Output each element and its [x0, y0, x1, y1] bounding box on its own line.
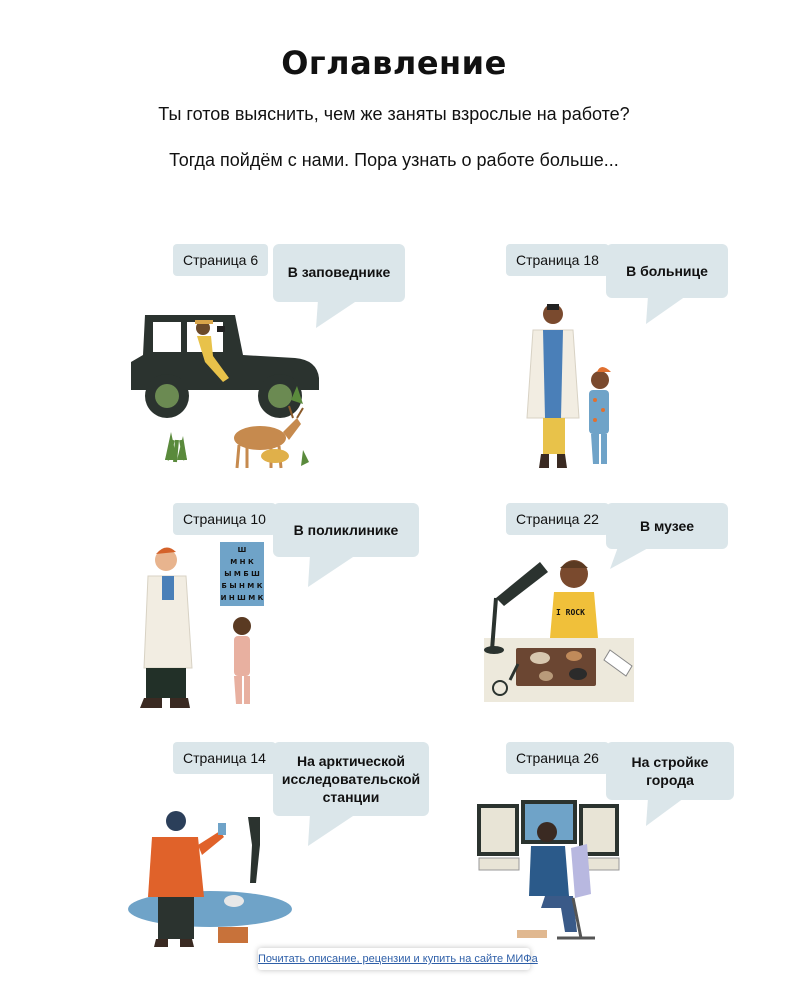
- topic-label: В заповеднике: [287, 264, 391, 280]
- eye-chart-row: Ш: [237, 546, 247, 554]
- intro-invitation: Тогда пойдём с нами. Пора узнать о работе больше...: [169, 150, 619, 170]
- page-number-tag: Страница 14: [173, 742, 276, 774]
- topic-label: В больнице: [626, 263, 708, 279]
- buy-on-mif-link[interactable]: Почитать описание, рецензии и купить на сайте МИФа: [258, 948, 530, 970]
- topic-bubble: [606, 244, 728, 298]
- eye-chart-row: И Н Ш М К: [220, 594, 264, 602]
- topic-bubble: [273, 503, 419, 557]
- page-number-tag: Страница 22: [506, 503, 609, 535]
- page-number-tag: Страница 26: [506, 742, 609, 774]
- page-number-tag: Страница 10: [173, 503, 276, 535]
- topic-label: На арктической: [296, 753, 406, 769]
- topic-label: На стройке: [631, 754, 709, 770]
- topic-bubble: [606, 503, 728, 549]
- topic-label: В поликлинике: [293, 522, 399, 538]
- control-room-monitors-icon: [475, 798, 625, 953]
- topic-label: В музее: [639, 518, 695, 534]
- topic-label: станции: [322, 789, 380, 805]
- eye-chart-row: М Н К: [230, 558, 254, 566]
- eye-chart-row: Б Ы Н М К: [221, 582, 263, 590]
- eye-chart-row: Ы М Б Ш: [224, 570, 260, 578]
- page-title: Оглавление: [281, 44, 507, 82]
- bubble-tail: [300, 814, 360, 848]
- topic-label: исследовательской: [281, 771, 421, 787]
- page-number-tag: Страница 6: [173, 244, 268, 276]
- page-number-tag: Страница 18: [506, 244, 609, 276]
- topic-bubble: [606, 742, 734, 800]
- doctor-child-icon: [515, 300, 625, 480]
- intro-question: Ты готов выяснить, чем же заняты взрослые на работе?: [158, 104, 630, 124]
- eye-chart: [220, 544, 264, 606]
- bubble-tail: [640, 798, 690, 828]
- jeep-ranger-deer-icon: [125, 300, 325, 470]
- topic-bubble: [273, 244, 405, 302]
- bubble-tail: [300, 555, 360, 589]
- museum-desk-lamp-icon: [482, 554, 637, 704]
- topic-label: города: [646, 772, 694, 788]
- shirt-print: I ROCK: [556, 608, 585, 617]
- bubble-tail: [640, 296, 690, 326]
- arctic-researcher-icon: [128, 805, 298, 953]
